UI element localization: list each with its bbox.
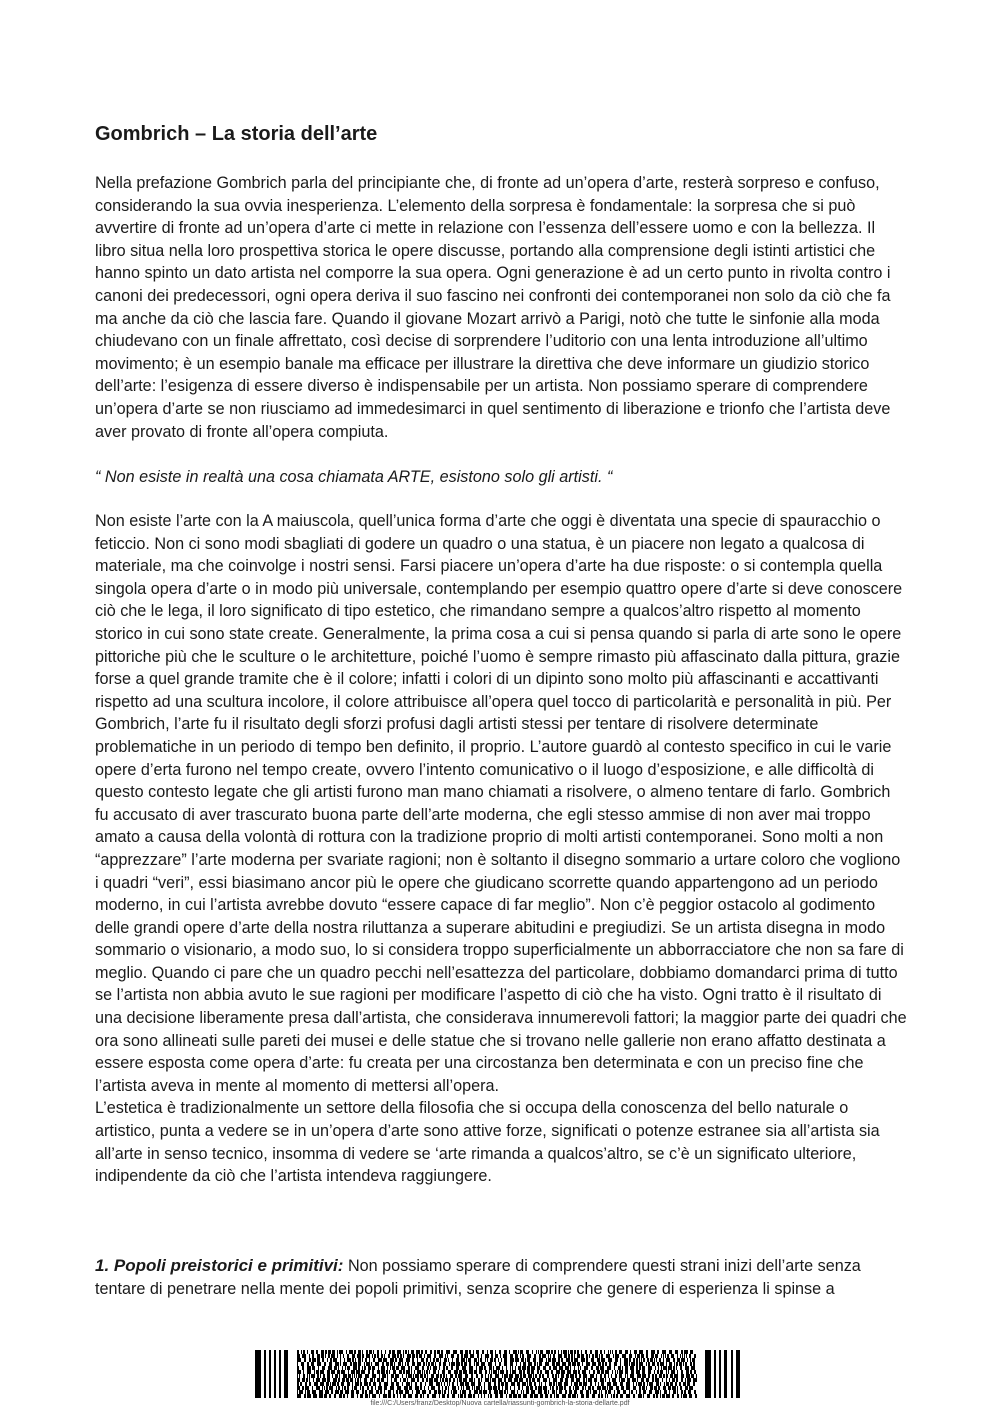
paragraph-art: Non esiste l’arte con la A maiuscola, quell’unica forma d’arte che oggi è diventata una specie di spauracchio o feticcio. Non ci sono modi sbagliati di godere un quadro o una statua, è un piacere non legato a qualcosa di materiale, ma che coinvolge i nostri sensi. Farsi piacere un’opera d’arte ha due risposte: o si contempla quella singola opera d’arte o in modo più universale, contemplando per esempio quattro opere d’arte si deve conoscere ciò che le lega, il loro significato di tipo estetico, che rimandano sempre a qualcos’altro rispetto al momento storico in cui sono state create. Generalmente, la prima cosa a cui si pensa quando si parla di arte sono le opere pittoriche più che le sculture o le architetture, poiché l’uomo è sempre rimasto più affascinato dalla pittura, grazie forse a quel grande tramite che è il colore; infatti i colori di un dipinto sono molto più affascinanti e accattivanti rispetto ad una scultura incolore, il colore attribuisce all’opera quel tocco di particolarità e personalità in più. Per Gombrich, l’arte fu il risultato degli sforzi profusi dagli artisti stessi per tentare di risolvere determinate problematiche in un periodo di tempo ben definito, il proprio. L’autore guardò al contesto specifico in cui le varie opere d’erta furono nel tempo create, ovvero l’intento comunicativo o il luogo d’esposizione, e alle difficoltà di questo contesto legate che gli artisti furono man mano chiamati a risolvere, o almeno tentare di farlo. Gombrich fu accusato di aver trascurato buona parte dell’arte moderna, che egli stesso ammise di non aver mai troppo amato a causa della volontà di rottura con la tradizione proprio di molti artisti contemporanei. Sono molti a non “apprezzare” l’arte moderna per svariate ragioni; non è soltanto il disegno sommario a urtare coloro che vogliono i quadri “veri”, essi biasimano ancor più le opere che giudicano scorrette quando appartengono ad un periodo moderno, in cui l’artista avrebbe dovuto “essere capace di far meglio”. Non c’è peggior ostacolo al godimento delle grandi opere d’arte della nostra riluttanza a superare abitudini e pregiudizi. Se un artista disegna in modo sommario o visionario, a modo suo, lo si considera troppo superficialmente un abborracciatore che non sa fare di meglio. Quando ci pare che un quadro pecchi nell’esattezza del particolare, dobbiamo domandarci prima di tutto se l’artista non abbia avuto le sue ragioni per modificare l’aspetto di ciò che ha visto. Ogni tratto è il risultato di una decisione liberamente presa dall’artista, che considerava innumerevoli fattori; la maggior parte dei quadri che ora sono allineati sulle pareti dei musei e delle statue che si trovano nelle gallerie non erano affatto destinata a essere esposta come opera d’arte: fu creata per una circostanza ben determinata e con un preciso fine che l’artista aveva in mente al momento di mettersi all’opera. L’estetica è tradizionalmente un settore della filosofia che si occupa della conoscenza del bello naturale o artistico, punta a vedere se in un’opera d’arte sono attive forze, significati o potenze estranee sia all’artista sia all’arte in senso tecnico, insomma di vedere se ‘arte rimanda a qualcos’altro, se c’è un significato ulteriore, indipendente da ciò che l’artista intendeva raggiungere. — [95, 512, 907, 1186]
section-1-heading: 1. Popoli preistorici e primitivi: — [95, 1256, 344, 1275]
footer-file-path: file:///C:/Users/franz/Desktop/Nuova cartella/riassunti-gombrich-la-storia-dellarte.pdf — [370, 1400, 630, 1407]
document-title: Gombrich – La storia dell’arte — [95, 123, 378, 145]
quote: “ Non esiste in realtà una cosa chiamata ARTE, esistono solo gli artisti. “ — [95, 468, 613, 486]
section-1 — [95, 1255, 907, 1300]
barcode-icon — [255, 1350, 740, 1398]
paragraph-intro: Nella prefazione Gombrich parla del principiante che, di fronte ad un’opera d’arte, resterà sorpreso e confuso, considerando la sua ovvia inesperienza. L’elemento della sorpresa è fondamentale: la sorpresa che si può avvertire di fronte ad un’opera d’arte ci mette in relazione con l’essenza dell’essere uomo e con la bellezza. Il libro situa nella loro prospettiva storica le opere discusse, portando alla comprensione degli istinti artistici che hanno spinto un dato artista nel comporre la sua opera. Ogni generazione è ad un certo punto in rivolta contro i canoni dei predecessori, ogni opera deriva il suo fascino nei confronti dei contemporanei non solo da ciò che fa ma anche da ciò che lascia fare. Quando il giovane Mozart arrivò a Parigi, notò che tutte le sinfonie alla moda chiudevano con un finale affrettato, così decise di sorprendere l’uditorio con una lenta introduzione all’ultimo movimento; è un esempio banale ma efficace per illustrare la direttiva che deve informare un giudizio storico dell’arte: l’esigenza di essere diverso è indispensabile per un artista. Non possiamo sperare di comprendere un’opera d’arte se non riusciamo ad immedesimarci in quel sentimento di liberazione e trionfo che l’artista deve aver provato di fronte all’opera compiuta. — [95, 174, 891, 441]
section-1-text: Non possiamo sperare di comprendere questi strani inizi dell’arte senza tentare di penetrare nella mente dei popoli primitivi, senza scoprire che genere di esperienza li spinse a — [95, 1257, 861, 1298]
